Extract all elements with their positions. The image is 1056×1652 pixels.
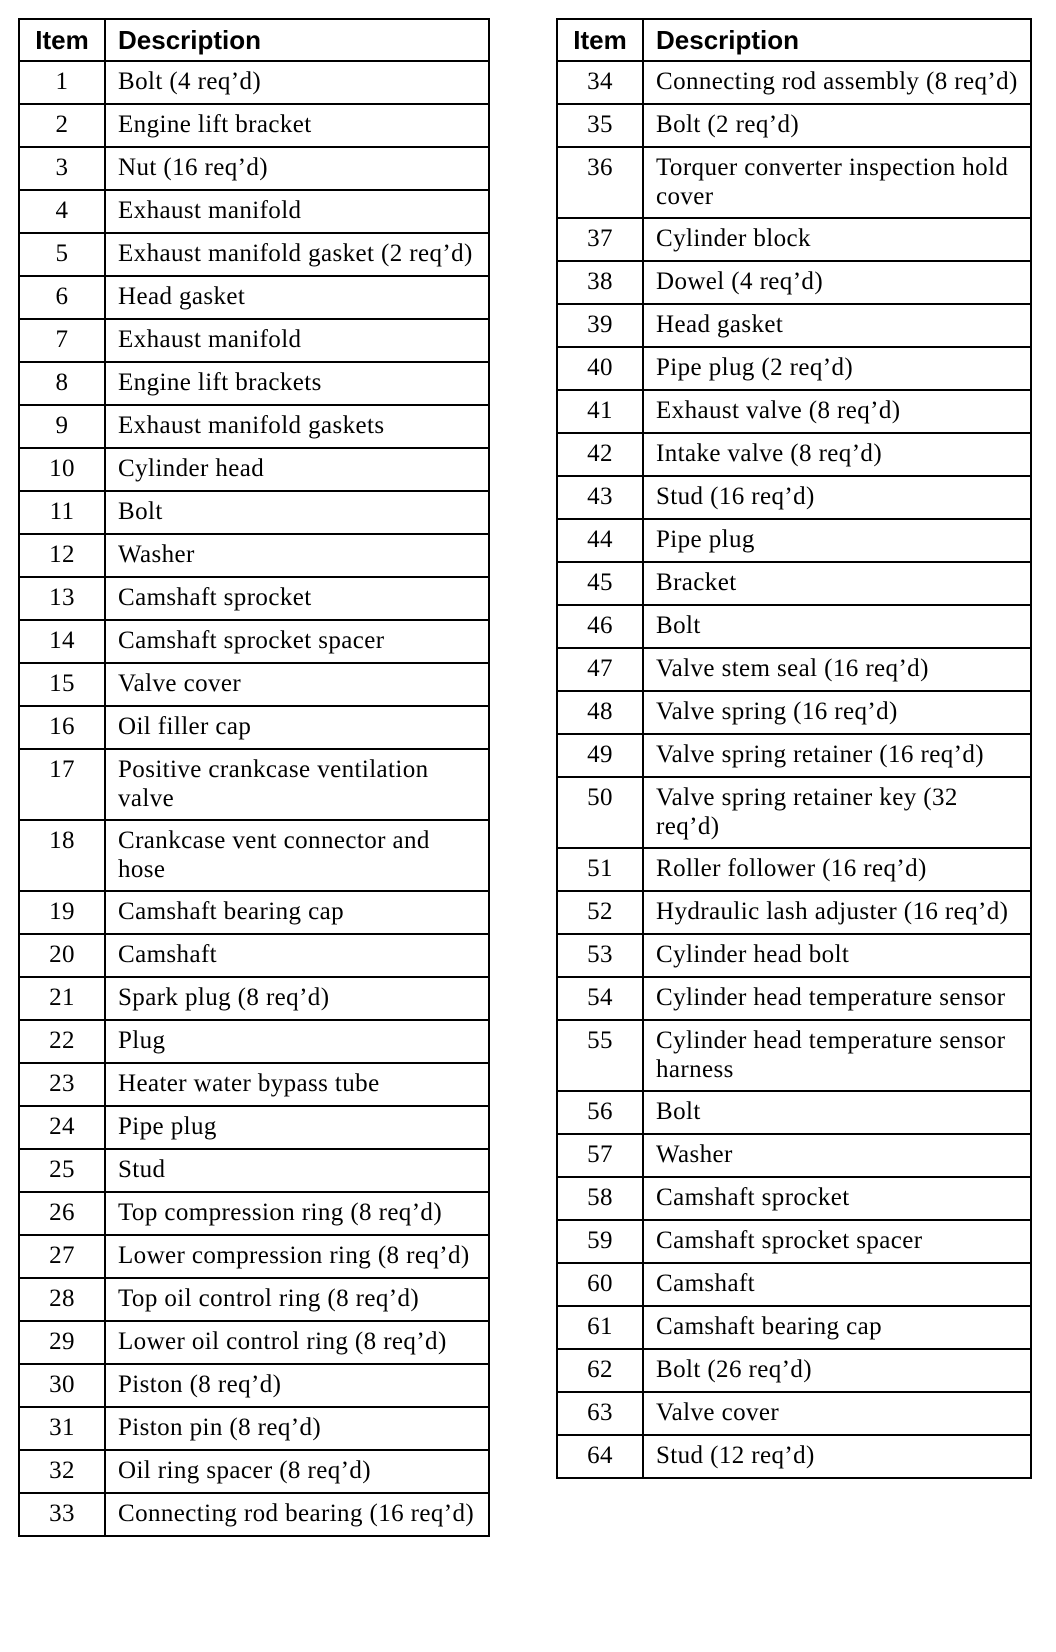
- item-description: Camshaft: [643, 1263, 1031, 1306]
- table-row: [557, 433, 1031, 476]
- item-number: 24: [19, 1106, 105, 1149]
- description-column-header: Description: [643, 19, 1031, 61]
- table-row: [19, 663, 489, 706]
- parts-table-left: [18, 18, 490, 1537]
- item-description: Bolt (2 req’d): [643, 104, 1031, 147]
- table-row: [557, 891, 1031, 934]
- table-header-row: [19, 19, 489, 61]
- table-row: [19, 1493, 489, 1536]
- item-description: Cylinder head bolt: [643, 934, 1031, 977]
- item-number: 3: [19, 147, 105, 190]
- table-row: [557, 104, 1031, 147]
- table-row: [557, 648, 1031, 691]
- table-row: [557, 562, 1031, 605]
- table-row: [19, 1020, 489, 1063]
- item-number: 47: [557, 648, 643, 691]
- table-header-row: [557, 19, 1031, 61]
- item-description: Stud (16 req’d): [643, 476, 1031, 519]
- table-row: [557, 1306, 1031, 1349]
- item-number: 44: [557, 519, 643, 562]
- item-description: Dowel (4 req’d): [643, 261, 1031, 304]
- item-description: Nut (16 req’d): [105, 147, 489, 190]
- item-number: 18: [19, 820, 105, 891]
- item-number: 45: [557, 562, 643, 605]
- item-description: Camshaft sprocket: [105, 577, 489, 620]
- item-number: 46: [557, 605, 643, 648]
- table-row: [557, 777, 1031, 848]
- item-number: 25: [19, 1149, 105, 1192]
- item-description: Cylinder head temperature sensor: [643, 977, 1031, 1020]
- table-row: [19, 147, 489, 190]
- item-description: Hydraulic lash adjuster (16 req’d): [643, 891, 1031, 934]
- item-number: 38: [557, 261, 643, 304]
- item-number: 8: [19, 362, 105, 405]
- table-row: [19, 977, 489, 1020]
- item-column-header: Item: [19, 19, 105, 61]
- table-row: [557, 519, 1031, 562]
- item-number: 50: [557, 777, 643, 848]
- item-description: Oil ring spacer (8 req’d): [105, 1450, 489, 1493]
- item-description: Valve spring retainer (16 req’d): [643, 734, 1031, 777]
- item-number: 57: [557, 1134, 643, 1177]
- item-number: 59: [557, 1220, 643, 1263]
- table-row: [19, 891, 489, 934]
- table-row: [557, 1220, 1031, 1263]
- item-description: Camshaft: [105, 934, 489, 977]
- table-row: [19, 1407, 489, 1450]
- table-row: [557, 261, 1031, 304]
- item-description: Plug: [105, 1020, 489, 1063]
- table-row: [557, 1349, 1031, 1392]
- item-number: 29: [19, 1321, 105, 1364]
- table-row: [557, 734, 1031, 777]
- item-description: Oil filler cap: [105, 706, 489, 749]
- item-description: Engine lift brackets: [105, 362, 489, 405]
- item-number: 37: [557, 218, 643, 261]
- item-number: 16: [19, 706, 105, 749]
- item-description: Roller follower (16 req’d): [643, 848, 1031, 891]
- item-description: Torquer converter inspection hold cover: [643, 147, 1031, 218]
- item-number: 62: [557, 1349, 643, 1392]
- item-number: 63: [557, 1392, 643, 1435]
- table-row: [557, 476, 1031, 519]
- item-description: Bolt: [643, 1091, 1031, 1134]
- table-row: [19, 1106, 489, 1149]
- item-description: Engine lift bracket: [105, 104, 489, 147]
- item-description: Camshaft sprocket spacer: [643, 1220, 1031, 1263]
- item-description: Bracket: [643, 562, 1031, 605]
- table-row: [557, 347, 1031, 390]
- item-description: Washer: [643, 1134, 1031, 1177]
- table-row: [19, 448, 489, 491]
- item-number: 17: [19, 749, 105, 820]
- table-row: [19, 749, 489, 820]
- item-number: 9: [19, 405, 105, 448]
- item-number: 49: [557, 734, 643, 777]
- item-number: 43: [557, 476, 643, 519]
- table-row: [19, 362, 489, 405]
- item-description: Valve cover: [643, 1392, 1031, 1435]
- item-number: 5: [19, 233, 105, 276]
- table-row: [19, 620, 489, 663]
- item-description: Head gasket: [105, 276, 489, 319]
- item-description: Exhaust valve (8 req’d): [643, 390, 1031, 433]
- table-row: [557, 977, 1031, 1020]
- table-row: [19, 1278, 489, 1321]
- item-number: 60: [557, 1263, 643, 1306]
- table-row: [557, 1020, 1031, 1091]
- item-number: 26: [19, 1192, 105, 1235]
- table-row: [19, 319, 489, 362]
- item-description: Crankcase vent connector and hose: [105, 820, 489, 891]
- item-description: Piston pin (8 req’d): [105, 1407, 489, 1450]
- table-row: [19, 1450, 489, 1493]
- table-row: [557, 147, 1031, 218]
- item-description: Heater water bypass tube: [105, 1063, 489, 1106]
- item-number: 20: [19, 934, 105, 977]
- item-description: Positive crankcase ventilation valve: [105, 749, 489, 820]
- table-row: [19, 276, 489, 319]
- item-column-header: Item: [557, 19, 643, 61]
- item-number: 32: [19, 1450, 105, 1493]
- table-row: [557, 390, 1031, 433]
- item-description: Camshaft bearing cap: [105, 891, 489, 934]
- table-row: [19, 534, 489, 577]
- item-description: Exhaust manifold gasket (2 req’d): [105, 233, 489, 276]
- table-row: [557, 1392, 1031, 1435]
- item-number: 15: [19, 663, 105, 706]
- item-number: 13: [19, 577, 105, 620]
- table-row: [557, 605, 1031, 648]
- table-row: [19, 1192, 489, 1235]
- table-row: [557, 1435, 1031, 1478]
- item-number: 56: [557, 1091, 643, 1134]
- item-description: Valve stem seal (16 req’d): [643, 648, 1031, 691]
- item-number: 40: [557, 347, 643, 390]
- item-number: 61: [557, 1306, 643, 1349]
- item-description: Stud (12 req’d): [643, 1435, 1031, 1478]
- item-number: 1: [19, 61, 105, 104]
- item-description: Pipe plug (2 req’d): [643, 347, 1031, 390]
- item-description: Bolt: [643, 605, 1031, 648]
- item-number: 4: [19, 190, 105, 233]
- item-description: Connecting rod assembly (8 req’d): [643, 61, 1031, 104]
- item-number: 42: [557, 433, 643, 476]
- item-description: Exhaust manifold: [105, 190, 489, 233]
- item-number: 64: [557, 1435, 643, 1478]
- item-description: Lower compression ring (8 req’d): [105, 1235, 489, 1278]
- item-number: 55: [557, 1020, 643, 1091]
- table-row: [19, 820, 489, 891]
- item-number: 36: [557, 147, 643, 218]
- item-description: Lower oil control ring (8 req’d): [105, 1321, 489, 1364]
- item-number: 14: [19, 620, 105, 663]
- item-description: Camshaft bearing cap: [643, 1306, 1031, 1349]
- table-row: [557, 1134, 1031, 1177]
- table-row: [19, 1063, 489, 1106]
- parts-table-right: [556, 18, 1032, 1479]
- item-number: 11: [19, 491, 105, 534]
- item-description: Piston (8 req’d): [105, 1364, 489, 1407]
- item-description: Top compression ring (8 req’d): [105, 1192, 489, 1235]
- item-description: Valve spring (16 req’d): [643, 691, 1031, 734]
- item-description: Camshaft sprocket: [643, 1177, 1031, 1220]
- item-description: Stud: [105, 1149, 489, 1192]
- table-row: [557, 691, 1031, 734]
- item-number: 34: [557, 61, 643, 104]
- item-description: Bolt (26 req’d): [643, 1349, 1031, 1392]
- item-number: 2: [19, 104, 105, 147]
- item-description: Cylinder head: [105, 448, 489, 491]
- table-row: [19, 104, 489, 147]
- table-row: [19, 1149, 489, 1192]
- item-description: Top oil control ring (8 req’d): [105, 1278, 489, 1321]
- table-row: [19, 1321, 489, 1364]
- table-row: [19, 190, 489, 233]
- table-row: [19, 61, 489, 104]
- item-description: Camshaft sprocket spacer: [105, 620, 489, 663]
- table-row: [19, 1235, 489, 1278]
- item-number: 53: [557, 934, 643, 977]
- table-row: [557, 848, 1031, 891]
- table-row: [19, 491, 489, 534]
- item-description: Exhaust manifold: [105, 319, 489, 362]
- item-description: Valve cover: [105, 663, 489, 706]
- table-row: [557, 1091, 1031, 1134]
- table-row: [19, 706, 489, 749]
- item-number: 52: [557, 891, 643, 934]
- item-description: Bolt: [105, 491, 489, 534]
- item-number: 54: [557, 977, 643, 1020]
- item-description: Exhaust manifold gaskets: [105, 405, 489, 448]
- item-number: 51: [557, 848, 643, 891]
- table-row: [19, 233, 489, 276]
- table-row: [19, 577, 489, 620]
- item-number: 21: [19, 977, 105, 1020]
- item-description: Head gasket: [643, 304, 1031, 347]
- description-column-header: Description: [105, 19, 489, 61]
- table-row: [557, 304, 1031, 347]
- item-number: 39: [557, 304, 643, 347]
- item-description: Bolt (4 req’d): [105, 61, 489, 104]
- item-number: 12: [19, 534, 105, 577]
- item-number: 19: [19, 891, 105, 934]
- item-description: Cylinder head temperature sensor harness: [643, 1020, 1031, 1091]
- item-number: 35: [557, 104, 643, 147]
- table-row: [19, 1364, 489, 1407]
- item-number: 6: [19, 276, 105, 319]
- item-description: Connecting rod bearing (16 req’d): [105, 1493, 489, 1536]
- item-number: 31: [19, 1407, 105, 1450]
- table-row: [557, 218, 1031, 261]
- item-description: Cylinder block: [643, 218, 1031, 261]
- item-number: 48: [557, 691, 643, 734]
- table-row: [19, 934, 489, 977]
- item-number: 33: [19, 1493, 105, 1536]
- item-description: Intake valve (8 req’d): [643, 433, 1031, 476]
- table-row: [557, 61, 1031, 104]
- table-row: [557, 934, 1031, 977]
- item-number: 22: [19, 1020, 105, 1063]
- item-description: Pipe plug: [105, 1106, 489, 1149]
- item-description: Spark plug (8 req’d): [105, 977, 489, 1020]
- table-row: [557, 1263, 1031, 1306]
- table-row: [19, 405, 489, 448]
- item-description: Valve spring retainer key (32 req’d): [643, 777, 1031, 848]
- item-description: Pipe plug: [643, 519, 1031, 562]
- item-number: 30: [19, 1364, 105, 1407]
- item-number: 27: [19, 1235, 105, 1278]
- item-number: 28: [19, 1278, 105, 1321]
- item-number: 58: [557, 1177, 643, 1220]
- item-number: 10: [19, 448, 105, 491]
- item-number: 7: [19, 319, 105, 362]
- item-description: Washer: [105, 534, 489, 577]
- table-row: [557, 1177, 1031, 1220]
- item-number: 41: [557, 390, 643, 433]
- item-number: 23: [19, 1063, 105, 1106]
